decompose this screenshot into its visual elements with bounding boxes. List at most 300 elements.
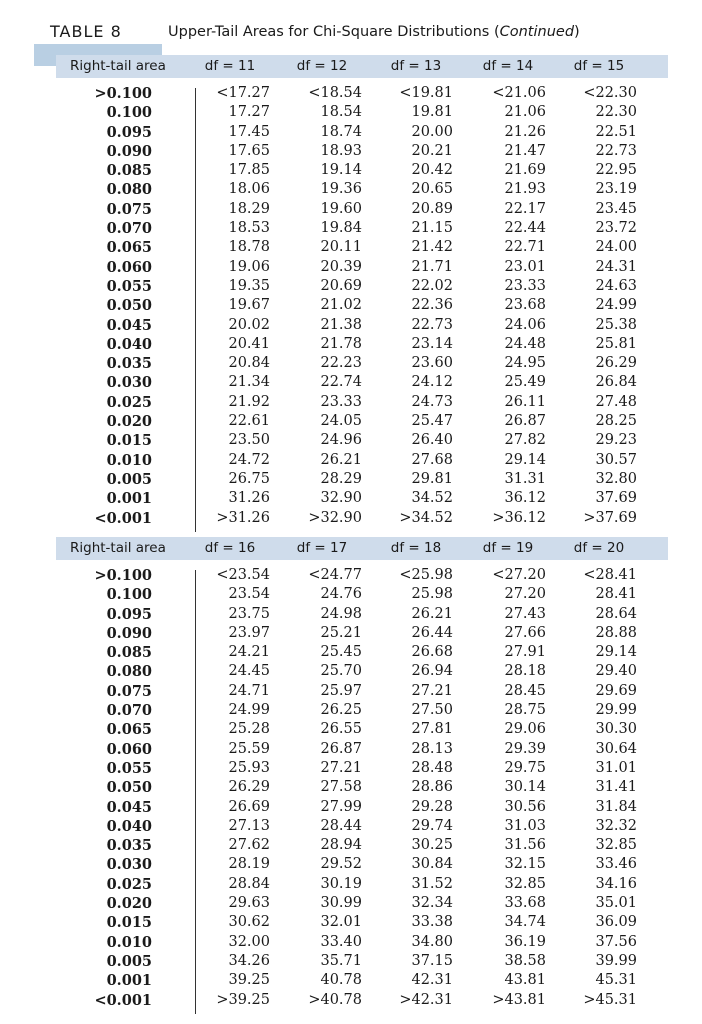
table-cell: 18.29 [228,200,270,217]
table-row [56,143,668,162]
table-cell: 30.19 [320,875,362,892]
table-cell: 24.73 [411,393,453,410]
table-row [56,914,668,933]
table-cell: <25.98 [399,567,453,583]
table-cell: 23.75 [228,605,270,622]
table-row [56,471,668,490]
table-cell: 29.99 [595,702,637,719]
table-cell: 32.01 [320,914,362,931]
row-area-label: 0.015 [106,432,152,450]
table-cell: 29.52 [320,856,362,873]
table-cell: 32.85 [504,875,546,892]
table-cell: 25.45 [320,644,362,661]
table-row [56,259,668,278]
table-cell: 17.65 [228,142,270,159]
table-cell: 26.25 [320,702,362,719]
table-cell: 22.74 [320,374,362,391]
row-area-label: 0.060 [106,740,152,758]
table-cell: <21.06 [492,85,546,101]
table-cell: <23.54 [216,567,270,583]
table-cell: 24.12 [411,374,453,391]
table-row [56,779,668,798]
table-cell: 18.74 [320,123,362,140]
table-cell: 20.21 [411,142,453,159]
table-cell: 25.98 [411,586,453,603]
table-row [56,876,668,895]
table-cell: 27.21 [320,759,362,776]
table-cell: 26.69 [228,798,270,815]
table-cell: 23.97 [228,624,270,641]
table-cell: 26.44 [411,624,453,641]
row-area-label: 0.040 [106,335,152,353]
table-cell: 35.01 [595,895,637,912]
table-cell: 30.64 [595,740,637,757]
table-cell: 36.09 [595,914,637,931]
caption-main: Upper-Tail Areas for Chi-Square Distributions ( [168,24,500,40]
table-cell: 32.00 [228,933,270,950]
table-cell: 37.69 [595,490,637,507]
table-cell: 29.74 [411,817,453,834]
table-cell: 31.56 [504,837,546,854]
table-cell: <17.27 [216,85,270,101]
row-area-label: 0.065 [106,239,152,257]
table-cell: >31.26 [216,509,270,526]
table-cell: 20.69 [320,277,362,294]
table-cell: 39.99 [595,952,637,969]
table-row [56,818,668,837]
table-cell: 29.69 [595,682,637,699]
table-cell: 34.26 [228,952,270,969]
header-df: df = 18 [390,540,442,556]
row-area-label: 0.065 [106,721,152,739]
table-row [56,586,668,605]
row-area-label: 0.001 [106,490,152,508]
table-cell: 27.50 [411,702,453,719]
row-area-label: 0.040 [106,817,152,835]
table-cell: 23.14 [411,335,453,352]
table-cell: 24.99 [228,702,270,719]
table-cell: 24.21 [228,644,270,661]
table-cell: 21.38 [320,316,362,333]
table-cell: >36.12 [492,509,546,526]
row-area-label: 0.035 [106,355,152,373]
row-area-label: 0.010 [106,451,152,469]
table-cell: 21.15 [411,220,453,237]
table-cell: 24.95 [504,355,546,372]
table-cell: 32.32 [595,817,637,834]
table-cell: 19.14 [320,162,362,179]
row-area-label: 0.030 [106,374,152,392]
table-cell: 20.42 [411,162,453,179]
header-right-tail-area: Right-tail area [70,540,166,556]
row-area-label: 0.030 [106,856,152,874]
table-cell: 28.44 [320,817,362,834]
table-cell: 26.68 [411,644,453,661]
table-cell: 30.62 [228,914,270,931]
table-cell: <24.77 [308,567,362,583]
row-area-label: 0.100 [106,104,152,122]
table-cell: 28.86 [411,779,453,796]
table-cell: 26.21 [320,451,362,468]
table-cell: 25.70 [320,663,362,680]
table-section-df-16-20 [56,537,668,1011]
row-area-label: 0.090 [106,142,152,160]
table-cell: 27.13 [228,817,270,834]
table-cell: 23.19 [595,181,637,198]
table-cell: 26.87 [504,413,546,430]
table-cell: 27.91 [504,644,546,661]
table-cell: 26.40 [411,432,453,449]
table-cell: 23.68 [504,297,546,314]
table-row [56,741,668,760]
table-row [56,663,668,682]
table-row [56,837,668,856]
table-cell: >37.69 [583,509,637,526]
table-cell: 26.94 [411,663,453,680]
row-area-label: 0.055 [106,277,152,295]
table-row [56,799,668,818]
table-row [56,702,668,721]
table-cell: 27.66 [504,624,546,641]
table-cell: 27.82 [504,432,546,449]
row-area-label: 0.085 [106,162,152,180]
table-cell: 34.80 [411,933,453,950]
caption-end: ) [574,24,580,40]
table-cell: 29.40 [595,663,637,680]
table-cell: 30.25 [411,837,453,854]
table-cell: 18.06 [228,181,270,198]
table-cell: 26.11 [504,393,546,410]
table-row [56,413,668,432]
table-cell: 25.38 [595,316,637,333]
table-cell: 30.14 [504,779,546,796]
table-cell: 22.17 [504,200,546,217]
table-cell: 29.39 [504,740,546,757]
table-cell: 32.34 [411,895,453,912]
row-area-label: 0.025 [106,393,152,411]
row-area-label: 0.020 [106,895,152,913]
row-area-label: 0.095 [106,605,152,623]
table-row [56,201,668,220]
table-cell: 27.58 [320,779,362,796]
header-df: df = 15 [573,58,625,74]
table-cell: 23.45 [595,200,637,217]
table-cell: 28.25 [595,413,637,430]
row-area-label: 0.045 [106,316,152,334]
table-cell: 34.52 [411,490,453,507]
table-row [56,625,668,644]
table-cell: 22.51 [595,123,637,140]
table-cell: 28.29 [320,470,362,487]
table-cell: 33.46 [595,856,637,873]
table-cell: 23.54 [228,586,270,603]
table-row [56,297,668,316]
table-cell: 24.96 [320,432,362,449]
table-row [56,220,668,239]
table-row [56,432,668,451]
header-df: df = 14 [482,58,534,74]
table-cell: 34.74 [504,914,546,931]
header-df: df = 12 [296,58,348,74]
table-cell: 25.81 [595,335,637,352]
table-cell: 18.54 [320,104,362,121]
table-cell: 40.78 [320,972,362,989]
table-cell: 27.48 [595,393,637,410]
header-df: df = 17 [296,540,348,556]
table-cell: 29.06 [504,721,546,738]
table-row [56,644,668,663]
table-cell: 21.47 [504,142,546,159]
table-cell: 27.68 [411,451,453,468]
row-area-label: 0.045 [106,798,152,816]
table-cell: 36.19 [504,933,546,950]
table-cell: 24.31 [595,258,637,275]
table-cell: <28.41 [583,567,637,583]
table-cell: 21.93 [504,181,546,198]
table-cell: 20.41 [228,335,270,352]
table-row [56,721,668,740]
row-area-label: 0.100 [106,586,152,604]
table-row [56,953,668,972]
table-cell: 24.72 [228,451,270,468]
table-cell: 22.73 [595,142,637,159]
row-area-label: 0.060 [106,258,152,276]
table-cell: 18.93 [320,142,362,159]
table-row [56,972,668,991]
table-cell: 20.84 [228,355,270,372]
table-cell: 30.57 [595,451,637,468]
table-cell: 21.42 [411,239,453,256]
header-row [56,537,668,560]
row-area-label: 0.050 [106,297,152,315]
table-cell: 28.18 [504,663,546,680]
table-cell: 27.43 [504,605,546,622]
table-row [56,104,668,123]
table-cell: 17.45 [228,123,270,140]
row-area-label: 0.095 [106,123,152,141]
table-cell: 33.68 [504,895,546,912]
table-cell: 24.05 [320,413,362,430]
table-cell: 28.19 [228,856,270,873]
table-cell: 26.29 [595,355,637,372]
table-cell: >40.78 [308,991,362,1008]
table-cell: 19.36 [320,181,362,198]
table-section-df-11-15 [56,55,668,529]
header-df: df = 19 [482,540,534,556]
table-cell: 24.76 [320,586,362,603]
row-area-label: 0.005 [106,470,152,488]
row-area-label: 0.025 [106,875,152,893]
table-cell: 29.63 [228,895,270,912]
table-cell: 26.87 [320,740,362,757]
table-row [56,856,668,875]
row-area-label: 0.080 [106,181,152,199]
table-cell: 31.03 [504,817,546,834]
table-cell: 28.88 [595,624,637,641]
table-cell: 19.81 [411,104,453,121]
table-cell: 26.21 [411,605,453,622]
table-row [56,895,668,914]
table-cell: 32.85 [595,837,637,854]
row-area-label: 0.005 [106,952,152,970]
table-cell: 29.75 [504,759,546,776]
row-area-label: <0.001 [94,991,152,1009]
table-cell: 24.98 [320,605,362,622]
table-cell: 22.73 [411,316,453,333]
table-cell: >39.25 [216,991,270,1008]
table-cell: 26.29 [228,779,270,796]
table-row [56,452,668,471]
table-cell: >32.90 [308,509,362,526]
header-df: df = 11 [204,58,256,74]
table-cell: <18.54 [308,85,362,101]
table-cell: 38.58 [504,952,546,969]
caption-continued: Continued [499,24,575,40]
table-cell: 35.71 [320,952,362,969]
table-cell: 20.02 [228,316,270,333]
table-cell: 20.89 [411,200,453,217]
table-cell: 24.71 [228,682,270,699]
table-cell: 24.48 [504,335,546,352]
table-cell: 25.59 [228,740,270,757]
table-row [56,374,668,393]
table-cell: 29.23 [595,432,637,449]
table-cell: 21.71 [411,258,453,275]
table-cell: 30.99 [320,895,362,912]
table-row [56,606,668,625]
table-cell: 24.99 [595,297,637,314]
table-cell: 27.99 [320,798,362,815]
row-area-label: 0.075 [106,200,152,218]
table-cell: 30.56 [504,798,546,815]
table-cell: 22.36 [411,297,453,314]
table-row [56,567,668,586]
table-cell: 21.92 [228,393,270,410]
table-cell: >45.31 [583,991,637,1008]
table-cell: 21.26 [504,123,546,140]
table-cell: 24.00 [595,239,637,256]
table-cell: 28.94 [320,837,362,854]
table-cell: 31.52 [411,875,453,892]
table-cell: 21.78 [320,335,362,352]
table-cell: >43.81 [492,991,546,1008]
table-cell: 22.61 [228,413,270,430]
table-cell: 22.71 [504,239,546,256]
table-cell: 31.84 [595,798,637,815]
table-cell: 23.33 [320,393,362,410]
table-row [56,490,668,509]
table-cell: <22.30 [583,85,637,101]
table-cell: 31.01 [595,759,637,776]
table-cell: 28.84 [228,875,270,892]
table-cell: 31.26 [228,490,270,507]
table-cell: 32.80 [595,470,637,487]
row-area-label: 0.075 [106,682,152,700]
table-cell: 25.93 [228,759,270,776]
table-cell: 26.84 [595,374,637,391]
table-cell: 28.45 [504,682,546,699]
table-row [56,355,668,374]
table-cell: 25.21 [320,624,362,641]
row-area-label: 0.001 [106,972,152,990]
table-caption [168,24,580,40]
table-cell: 36.12 [504,490,546,507]
table-cell: 18.53 [228,220,270,237]
table-row [56,278,668,297]
table-cell: 22.44 [504,220,546,237]
table-row [56,317,668,336]
table-cell: 25.97 [320,682,362,699]
table-cell: 28.75 [504,702,546,719]
table-cell: 34.16 [595,875,637,892]
table-cell: 17.85 [228,162,270,179]
row-area-label: 0.080 [106,663,152,681]
table-body [56,85,668,529]
table-cell: 20.11 [320,239,362,256]
table-cell: 27.81 [411,721,453,738]
table-cell: 19.35 [228,277,270,294]
table-cell: 25.47 [411,413,453,430]
table-cell: 21.69 [504,162,546,179]
table-cell: 30.84 [411,856,453,873]
table-cell: 29.81 [411,470,453,487]
table-cell: 29.14 [595,644,637,661]
table-cell: 42.31 [411,972,453,989]
table-cell: 23.33 [504,277,546,294]
table-cell: 28.41 [595,586,637,603]
row-area-label: 0.070 [106,702,152,720]
table-row [56,394,668,413]
table-cell: 29.28 [411,798,453,815]
table-cell: 25.28 [228,721,270,738]
table-row [56,992,668,1011]
table-cell: 21.06 [504,104,546,121]
table-cell: 17.27 [228,104,270,121]
table-cell: 22.02 [411,277,453,294]
table-cell: 26.75 [228,470,270,487]
header-df: df = 13 [390,58,442,74]
table-cell: 31.31 [504,470,546,487]
table-cell: 27.62 [228,837,270,854]
table-cell: 27.21 [411,682,453,699]
header-df: df = 20 [573,540,625,556]
table-cell: 43.81 [504,972,546,989]
table-row [56,239,668,258]
row-area-label: >0.100 [94,85,152,102]
table-cell: 23.60 [411,355,453,372]
table-cell: 20.39 [320,258,362,275]
table-label: TABLE 8 [50,22,122,41]
table-cell: 31.41 [595,779,637,796]
row-area-label: 0.020 [106,413,152,431]
table-cell: 32.15 [504,856,546,873]
table-cell: 22.23 [320,355,362,372]
row-area-label: 0.070 [106,220,152,238]
table-cell: 28.13 [411,740,453,757]
table-cell: <27.20 [492,567,546,583]
header-right-tail-area: Right-tail area [70,58,166,74]
table-cell: >42.31 [399,991,453,1008]
row-area-label: 0.010 [106,933,152,951]
table-cell: <19.81 [399,85,453,101]
table-cell: 33.40 [320,933,362,950]
row-area-label: <0.001 [94,509,152,527]
row-area-label: 0.035 [106,837,152,855]
table-row [56,85,668,104]
table-cell: 28.48 [411,759,453,776]
table-cell: 23.50 [228,432,270,449]
table-cell: 22.30 [595,104,637,121]
